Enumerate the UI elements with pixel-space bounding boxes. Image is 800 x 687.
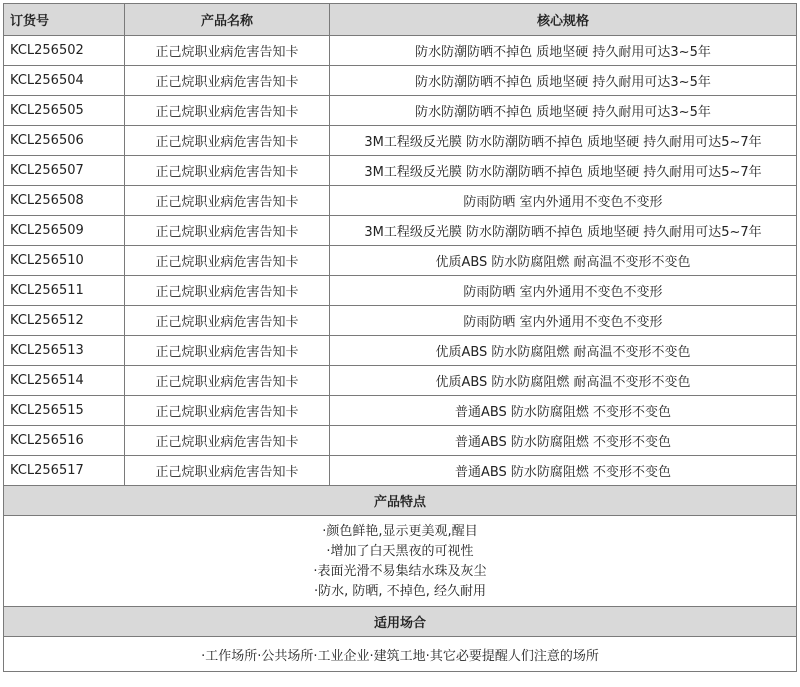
table-body [4,36,797,486]
feature-item: ·颜色鲜艳,显示更美观,醒目 [322,524,478,539]
product-name-cell: 正己烷职业病危害告知卡 [125,66,330,96]
product-name-cell: 正己烷职业病危害告知卡 [125,156,330,186]
core-spec-cell: 防雨防晒 室内外通用不变色不变形 [330,276,797,306]
product-name-cell: 正己烷职业病危害告知卡 [125,336,330,366]
table-row [4,246,797,276]
core-spec-cell: 普通ABS 防水防腐阻燃 不变形不变色 [330,396,797,426]
table-row [4,306,797,336]
product-name-cell: 正己烷职业病危害告知卡 [125,36,330,66]
table-row [4,156,797,186]
order-number-cell: KCL256504 [4,66,125,96]
order-number-cell: KCL256507 [4,156,125,186]
product-name-cell: 正己烷职业病危害告知卡 [125,96,330,126]
order-number-cell: KCL256512 [4,306,125,336]
core-spec-cell: 防雨防晒 室内外通用不变色不变形 [330,306,797,336]
product-name-cell: 正己烷职业病危害告知卡 [125,186,330,216]
table-row [4,186,797,216]
uses-title: 适用场合 [4,607,797,637]
uses-text: ·工作场所·公共场所·工业企业·建筑工地·其它必要提醒人们注意的场所 [4,637,797,672]
order-number-cell: KCL256506 [4,126,125,156]
order-number-cell: KCL256509 [4,216,125,246]
product-name-cell: 正己烷职业病危害告知卡 [125,456,330,486]
core-spec-cell: 防雨防晒 室内外通用不变色不变形 [330,186,797,216]
core-spec-cell: 优质ABS 防水防腐阻燃 耐高温不变形不变色 [330,246,797,276]
core-spec-cell: 防水防潮防晒不掉色 质地坚硬 持久耐用可达3~5年 [330,66,797,96]
core-spec-cell: 普通ABS 防水防腐阻燃 不变形不变色 [330,426,797,456]
table-row [4,456,797,486]
core-spec-cell: 优质ABS 防水防腐阻燃 耐高温不变形不变色 [330,336,797,366]
order-number-cell: KCL256517 [4,456,125,486]
order-number-cell: KCL256508 [4,186,125,216]
table-row [4,126,797,156]
product-name-cell: 正己烷职业病危害告知卡 [125,366,330,396]
core-spec-cell: 优质ABS 防水防腐阻燃 耐高温不变形不变色 [330,366,797,396]
table-row [4,426,797,456]
product-name-cell: 正己烷职业病危害告知卡 [125,426,330,456]
features-row [4,516,797,607]
order-number-cell: KCL256502 [4,36,125,66]
core-spec-cell: 防水防潮防晒不掉色 质地坚硬 持久耐用可达3~5年 [330,36,797,66]
table-header-row [4,4,797,36]
table-row [4,216,797,246]
product-spec-table [3,3,797,672]
table-row [4,96,797,126]
feature-item: ·增加了白天黑夜的可视性 [326,544,474,559]
feature-item: ·防水, 防晒, 不掉色, 经久耐用 [314,584,486,599]
product-name-cell: 正己烷职业病危害告知卡 [125,396,330,426]
header-product-name: 产品名称 [125,4,330,36]
feature-item: ·表面光滑不易集结水珠及灰尘 [313,564,487,579]
core-spec-cell: 3M工程级反光膜 防水防潮防晒不掉色 质地坚硬 持久耐用可达5~7年 [330,216,797,246]
header-core-spec: 核心规格 [330,4,797,36]
uses-header-row [4,607,797,637]
core-spec-cell: 普通ABS 防水防腐阻燃 不变形不变色 [330,456,797,486]
order-number-cell: KCL256514 [4,366,125,396]
features-header-row [4,486,797,516]
product-name-cell: 正己烷职业病危害告知卡 [125,306,330,336]
core-spec-cell: 防水防潮防晒不掉色 质地坚硬 持久耐用可达3~5年 [330,96,797,126]
product-name-cell: 正己烷职业病危害告知卡 [125,276,330,306]
order-number-cell: KCL256510 [4,246,125,276]
order-number-cell: KCL256515 [4,396,125,426]
table-row [4,66,797,96]
order-number-cell: KCL256505 [4,96,125,126]
header-order-number: 订货号 [4,4,125,36]
table-row [4,276,797,306]
table-row [4,36,797,66]
product-name-cell: 正己烷职业病危害告知卡 [125,216,330,246]
features-list [4,516,797,607]
core-spec-cell: 3M工程级反光膜 防水防潮防晒不掉色 质地坚硬 持久耐用可达5~7年 [330,126,797,156]
core-spec-cell: 3M工程级反光膜 防水防潮防晒不掉色 质地坚硬 持久耐用可达5~7年 [330,156,797,186]
order-number-cell: KCL256516 [4,426,125,456]
product-name-cell: 正己烷职业病危害告知卡 [125,126,330,156]
table-row [4,366,797,396]
table-row [4,396,797,426]
product-name-cell: 正己烷职业病危害告知卡 [125,246,330,276]
uses-row [4,637,797,672]
order-number-cell: KCL256513 [4,336,125,366]
order-number-cell: KCL256511 [4,276,125,306]
features-title: 产品特点 [4,486,797,516]
table-row [4,336,797,366]
